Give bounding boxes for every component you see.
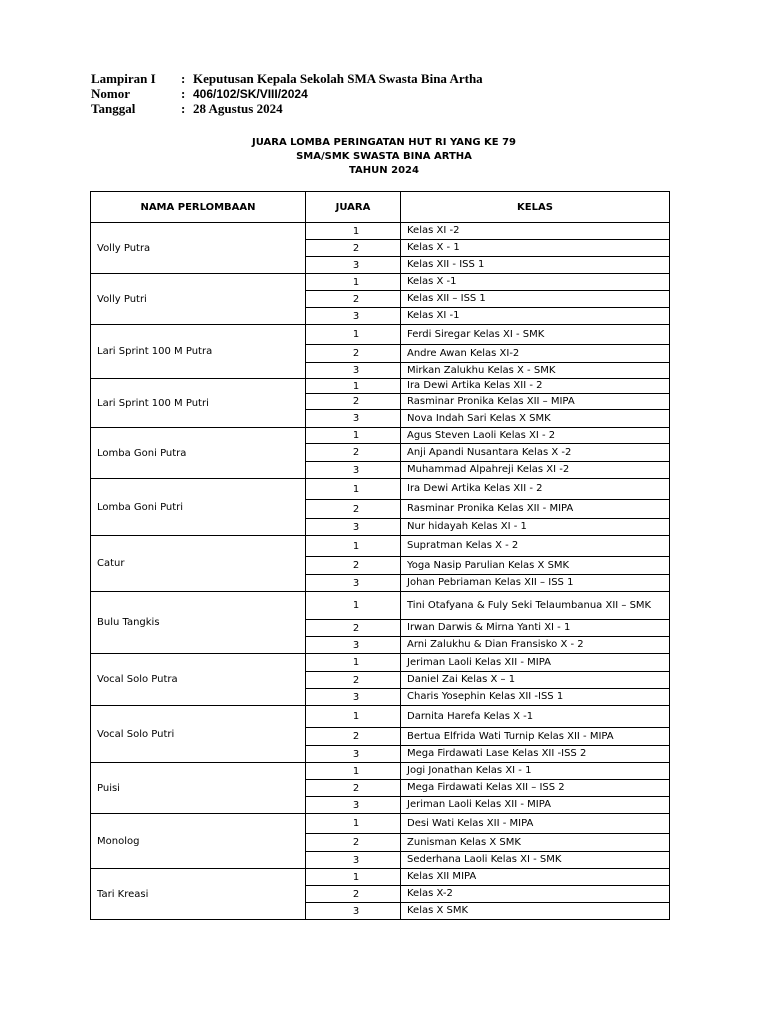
juara-rank-cell: 1 bbox=[306, 428, 401, 444]
lomba-name-cell: Lari Sprint 100 M Putri bbox=[91, 379, 306, 428]
kelas-cell: Rasminar Pronika Kelas XII – MIPA bbox=[401, 394, 670, 410]
table-row bbox=[91, 869, 670, 886]
kelas-cell: Desi Wati Kelas XII - MIPA bbox=[401, 814, 670, 834]
kelas-cell: Jeriman Laoli Kelas XII - MIPA bbox=[401, 797, 670, 814]
lomba-name-cell: Volly Putra bbox=[91, 223, 306, 274]
kelas-cell: Muhammad Alpahreji Kelas XI -2 bbox=[401, 462, 670, 479]
lampiran-label: Lampiran I bbox=[91, 71, 156, 86]
juara-rank-cell: 1 bbox=[306, 706, 401, 728]
title-line-2: SMA/SMK SWASTA BINA ARTHA bbox=[296, 151, 472, 162]
juara-rank-cell: 1 bbox=[306, 479, 401, 500]
lampiran-colon: : bbox=[181, 71, 186, 86]
kelas-cell: Kelas XII – ISS 1 bbox=[401, 291, 670, 308]
table-row bbox=[91, 536, 670, 557]
juara-rank-cell: 2 bbox=[306, 780, 401, 797]
nomor-row bbox=[91, 86, 483, 101]
kelas-cell: Kelas X -1 bbox=[401, 274, 670, 291]
kelas-cell: Kelas X - 1 bbox=[401, 240, 670, 257]
juara-rank-cell: 2 bbox=[306, 886, 401, 903]
juara-rank-cell: 1 bbox=[306, 654, 401, 672]
table-row bbox=[91, 592, 670, 620]
lampiran-value: Keputusan Kepala Sekolah SMA Swasta Bina Artha bbox=[193, 71, 483, 86]
kelas-cell: Ira Dewi Artika Kelas XII - 2 bbox=[401, 479, 670, 500]
kelas-cell: Arni Zalukhu & Dian Fransisko X - 2 bbox=[401, 637, 670, 654]
tanggal-value: 28 Agustus 2024 bbox=[193, 101, 283, 116]
juara-rank-cell: 2 bbox=[306, 345, 401, 363]
kelas-cell: Kelas XII - ISS 1 bbox=[401, 257, 670, 274]
table-row bbox=[91, 479, 670, 500]
juara-rank-cell: 3 bbox=[306, 363, 401, 379]
lampiran-row bbox=[91, 71, 483, 86]
juara-rank-cell: 2 bbox=[306, 728, 401, 746]
juara-rank-cell: 3 bbox=[306, 852, 401, 869]
table-row bbox=[91, 763, 670, 780]
table-row bbox=[91, 223, 670, 240]
table-body bbox=[91, 223, 670, 920]
juara-rank-cell: 2 bbox=[306, 240, 401, 257]
juara-rank-cell: 1 bbox=[306, 274, 401, 291]
kelas-cell: Anji Apandi Nusantara Kelas X -2 bbox=[401, 444, 670, 462]
juara-rank-cell: 3 bbox=[306, 746, 401, 763]
juara-rank-cell: 1 bbox=[306, 592, 401, 620]
juara-rank-cell: 3 bbox=[306, 903, 401, 920]
lomba-name-cell: Catur bbox=[91, 536, 306, 592]
juara-rank-cell: 2 bbox=[306, 620, 401, 637]
kelas-cell: Kelas XI -1 bbox=[401, 308, 670, 325]
juara-rank-cell: 3 bbox=[306, 689, 401, 706]
table-row bbox=[91, 428, 670, 444]
juara-rank-cell: 3 bbox=[306, 637, 401, 654]
juara-rank-cell: 1 bbox=[306, 814, 401, 834]
lomba-name-cell: Vocal Solo Putra bbox=[91, 654, 306, 706]
title-line-3: TAHUN 2024 bbox=[349, 165, 419, 176]
kelas-cell: Daniel Zai Kelas X – 1 bbox=[401, 672, 670, 689]
juara-rank-cell: 2 bbox=[306, 500, 401, 519]
juara-rank-cell: 2 bbox=[306, 557, 401, 575]
tanggal-colon: : bbox=[181, 101, 186, 116]
kelas-cell: Ira Dewi Artika Kelas XII - 2 bbox=[401, 379, 670, 394]
kelas-cell: Charis Yosephin Kelas XII -ISS 1 bbox=[401, 689, 670, 706]
kelas-cell: Kelas X SMK bbox=[401, 903, 670, 920]
kelas-cell: Agus Steven Laoli Kelas XI - 2 bbox=[401, 428, 670, 444]
table-row bbox=[91, 814, 670, 834]
table-row bbox=[91, 274, 670, 291]
juara-rank-cell: 3 bbox=[306, 575, 401, 592]
juara-rank-cell: 1 bbox=[306, 223, 401, 240]
juara-rank-cell: 2 bbox=[306, 834, 401, 852]
header-kelas: KELAS bbox=[401, 192, 670, 223]
juara-rank-cell: 1 bbox=[306, 379, 401, 394]
table-row bbox=[91, 325, 670, 345]
kelas-cell: Ferdi Siregar Kelas XI - SMK bbox=[401, 325, 670, 345]
juara-rank-cell: 1 bbox=[306, 763, 401, 780]
kelas-cell: Kelas X-2 bbox=[401, 886, 670, 903]
table-header-row bbox=[91, 192, 670, 223]
juara-rank-cell: 3 bbox=[306, 462, 401, 479]
lomba-name-cell: Lomba Goni Putri bbox=[91, 479, 306, 536]
table-row bbox=[91, 654, 670, 672]
juara-rank-cell: 2 bbox=[306, 672, 401, 689]
lomba-name-cell: Volly Putri bbox=[91, 274, 306, 325]
kelas-cell: Nur hidayah Kelas XI - 1 bbox=[401, 519, 670, 536]
lomba-name-cell: Tari Kreasi bbox=[91, 869, 306, 920]
title-line-1: JUARA LOMBA PERINGATAN HUT RI YANG KE 79 bbox=[251, 137, 516, 148]
kelas-cell: Jeriman Laoli Kelas XII - MIPA bbox=[401, 654, 670, 672]
header-nama-perlombaan: NAMA PERLOMBAAN bbox=[91, 192, 306, 223]
kelas-cell: Supratman Kelas X - 2 bbox=[401, 536, 670, 557]
kelas-cell: Darnita Harefa Kelas X -1 bbox=[401, 706, 670, 728]
kelas-cell: Nova Indah Sari Kelas X SMK bbox=[401, 410, 670, 428]
table-row bbox=[91, 379, 670, 394]
juara-rank-cell: 3 bbox=[306, 797, 401, 814]
document-header bbox=[91, 71, 483, 116]
juara-rank-cell: 2 bbox=[306, 394, 401, 410]
lomba-name-cell: Puisi bbox=[91, 763, 306, 814]
juara-rank-cell: 3 bbox=[306, 410, 401, 428]
kelas-cell: Sederhana Laoli Kelas XI - SMK bbox=[401, 852, 670, 869]
kelas-cell: Mega Firdawati Kelas XII – ISS 2 bbox=[401, 780, 670, 797]
kelas-cell: Rasminar Pronika Kelas XII - MIPA bbox=[401, 500, 670, 519]
lomba-name-cell: Lomba Goni Putra bbox=[91, 428, 306, 479]
kelas-cell: Yoga Nasip Parulian Kelas X SMK bbox=[401, 557, 670, 575]
kelas-cell: Tini Otafyana & Fuly Seki Telaumbanua XII – SMK bbox=[401, 592, 670, 620]
kelas-cell: Kelas XI -2 bbox=[401, 223, 670, 240]
juara-rank-cell: 1 bbox=[306, 325, 401, 345]
nomor-colon: : bbox=[181, 86, 186, 101]
kelas-cell: Bertua Elfrida Wati Turnip Kelas XII - MIPA bbox=[401, 728, 670, 746]
kelas-cell: Kelas XII MIPA bbox=[401, 869, 670, 886]
kelas-cell: Zunisman Kelas X SMK bbox=[401, 834, 670, 852]
nomor-label: Nomor bbox=[91, 86, 130, 101]
nomor-value: 406/102/SK/VIII/2024 bbox=[193, 87, 308, 101]
juara-rank-cell: 2 bbox=[306, 444, 401, 462]
juara-rank-cell: 3 bbox=[306, 308, 401, 325]
table-row bbox=[91, 706, 670, 728]
juara-rank-cell: 3 bbox=[306, 257, 401, 274]
kelas-cell: Mirkan Zalukhu Kelas X - SMK bbox=[401, 363, 670, 379]
tanggal-row bbox=[91, 101, 483, 116]
kelas-cell: Johan Pebriaman Kelas XII – ISS 1 bbox=[401, 575, 670, 592]
kelas-cell: Irwan Darwis & Mirna Yanti XI - 1 bbox=[401, 620, 670, 637]
kelas-cell: Andre Awan Kelas XI-2 bbox=[401, 345, 670, 363]
lomba-name-cell: Lari Sprint 100 M Putra bbox=[91, 325, 306, 379]
document-title bbox=[0, 136, 768, 178]
juara-rank-cell: 1 bbox=[306, 536, 401, 557]
juara-rank-cell: 2 bbox=[306, 291, 401, 308]
lomba-name-cell: Vocal Solo Putri bbox=[91, 706, 306, 763]
winners-table bbox=[90, 191, 670, 920]
kelas-cell: Mega Firdawati Lase Kelas XII -ISS 2 bbox=[401, 746, 670, 763]
tanggal-label: Tanggal bbox=[91, 101, 136, 116]
kelas-cell: Jogi Jonathan Kelas XI - 1 bbox=[401, 763, 670, 780]
lomba-name-cell: Monolog bbox=[91, 814, 306, 869]
lomba-name-cell: Bulu Tangkis bbox=[91, 592, 306, 654]
juara-rank-cell: 3 bbox=[306, 519, 401, 536]
juara-rank-cell: 1 bbox=[306, 869, 401, 886]
header-juara: JUARA bbox=[306, 192, 401, 223]
